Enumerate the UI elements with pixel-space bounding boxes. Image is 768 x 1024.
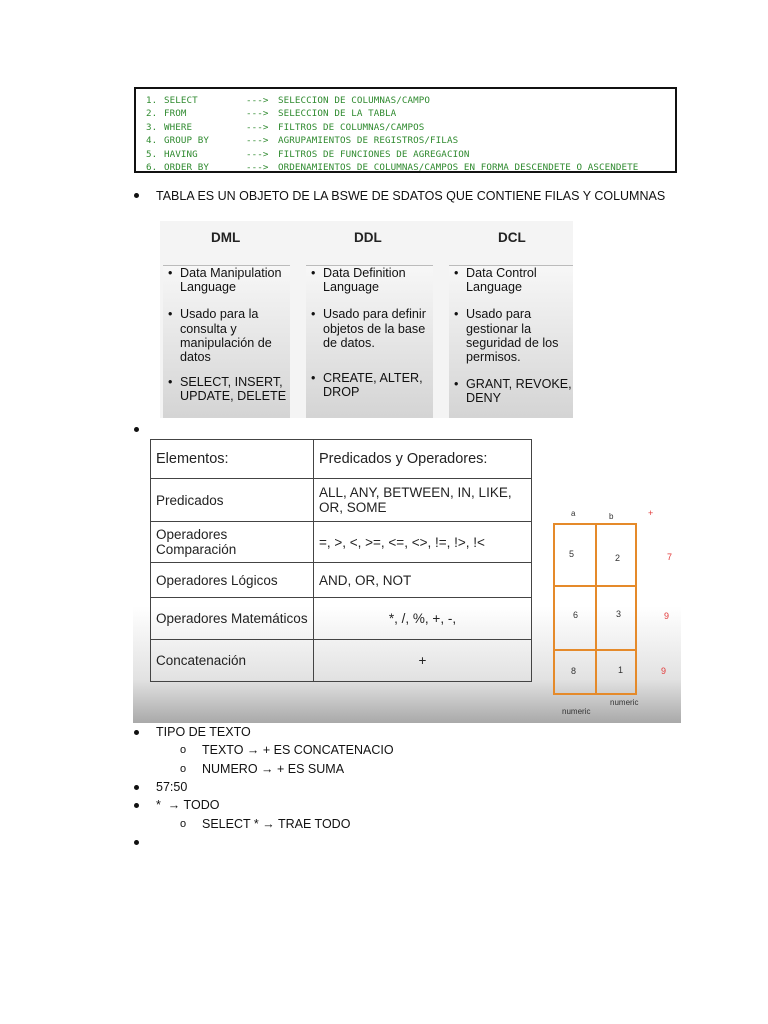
sql-keyword: HAVING [164,148,198,160]
sql-description: FILTROS DE FUNCIONES DE AGREGACION [278,148,470,160]
dcl-item: • GRANT, REVOKE, DENY [449,377,573,405]
sql-step-number: 5. [146,148,158,160]
table-row [151,640,532,682]
dml-column [163,265,290,418]
grid-divider [555,649,635,651]
sql-order-row [146,134,675,147]
sql-step-number: 2. [146,108,158,120]
sub-bullet-circle: o [180,763,187,775]
sketch-type-label: numeric [562,707,591,716]
sql-order-row [146,161,675,174]
sketch-cell-a: 8 [571,666,577,676]
dml-heading: DML [211,230,241,245]
bullet-tipo-texto: TIPO DE TEXTO [156,725,251,739]
sql-arrow: ---> [246,108,269,120]
dcl-item: • Data Control Language [449,266,573,294]
sketch-sum: 9 [664,611,670,621]
sql-description: FILTROS DE COLUMNAS/CAMPOS [278,121,425,133]
sql-order-row [146,107,675,120]
sketch-cell-a: 6 [573,610,579,620]
sql-order-row [146,148,675,161]
sql-arrow: ---> [246,121,269,133]
table-cell: *, /, %, +, -, [314,598,532,640]
sketch-grid [553,523,637,695]
dcl-column [449,265,573,418]
sub-bullet-select-star: SELECT * → TRAE TODO [202,817,351,831]
ddl-item: • Data Definition Language [306,266,433,294]
sketch-sum: 7 [667,552,673,562]
sql-step-number: 4. [146,135,158,147]
sql-description: SELECCION DE COLUMNAS/CAMPO [278,95,431,106]
table-cell: Operadores Lógicos [151,563,314,598]
sql-order-row [146,121,675,134]
sketch-col-b-label: b [609,512,614,521]
sketch-type-label: numeric [610,698,639,707]
sketch-plus-sign: + [648,508,654,518]
ddl-item: • Usado para definir objetos de la base de datos. [306,307,433,350]
sql-arrow: ---> [246,135,269,147]
sql-description: SELECCION DE LA TABLA [278,108,397,120]
sketch-cell-b: 3 [616,609,622,619]
operators-figure [133,432,681,723]
dml-item: • SELECT, INSERT, UPDATE, DELETE [163,375,290,403]
dcl-item: • Usado para gestionar la seguridad de los permisos. [449,307,573,364]
sub-bullet-circle: o [180,744,187,756]
ddl-column [306,265,433,418]
bullet-tabla-definition: TABLA ES UN OBJETO DE LA BSWE DE SDATOS QUE CONTIENE FILAS Y COLUMNAS [156,189,666,203]
table-row [151,440,532,479]
table-cell: Predicados [151,479,314,522]
sub-bullet-circle: o [180,818,187,830]
dml-item: • Data Manipulation Language [163,266,290,294]
table-row [151,563,532,598]
bullet-dot [134,840,139,845]
table-cell: Concatenación [151,640,314,682]
sql-arrow: ---> [246,95,269,106]
sql-arrow: ---> [246,162,269,174]
table-cell: Operadores Comparación [151,522,314,563]
table-cell: Elementos: [151,440,314,479]
sketch-cell-b: 1 [618,665,624,675]
sub-bullet-texto: TEXTO → + ES CONCATENACIO [202,743,394,757]
sql-arrow: ---> [246,148,269,160]
sketch-cell-a: 5 [569,549,575,559]
ddl-heading: DDL [354,230,382,245]
table-cell: =, >, <, >=, <=, <>, !=, !>, !< [314,522,532,563]
table-row [151,522,532,563]
sql-language-types-panel [160,221,573,418]
grid-divider [555,585,635,587]
sql-order-row [146,94,675,107]
sketch-col-a-label: a [571,509,576,518]
sql-step-number: 6. [146,162,158,174]
sql-keyword: ORDER BY [164,162,210,174]
sql-keyword: FROM [164,108,187,120]
sql-keyword: GROUP BY [164,135,210,147]
bullet-timestamp: 57:50 [156,780,188,794]
table-cell: ALL, ANY, BETWEEN, IN, LIKE, OR, SOME [314,479,532,522]
bullet-dot [134,730,139,735]
table-cell: Operadores Matemáticos [151,598,314,640]
grid-divider [595,525,597,693]
table-cell: + [314,640,532,682]
sql-order-box [134,87,677,173]
bullet-star-todo: * → TODO [156,798,220,812]
bullet-dot [134,803,139,808]
sql-description: ORDENAMIENTOS DE COLUMNAS/CAMPOS EN FORMA DESCENDETE O ASCENDETE [278,162,639,174]
dml-item: • Usado para la consulta y manipulación de datos [163,307,290,364]
operators-table [150,439,532,682]
sql-step-number: 3. [146,121,158,133]
ddl-item: • CREATE, ALTER, DROP [306,371,433,399]
sub-bullet-numero: NUMERO → + ES SUMA [202,762,345,776]
sketch-cell-b: 2 [615,553,621,563]
table-cell: AND, OR, NOT [314,563,532,598]
bullet-dot [134,193,139,198]
sql-description: AGRUPAMIENTOS DE REGISTROS/FILAS [278,135,459,147]
bullet-dot [134,785,139,790]
table-row [151,598,532,640]
sketch-sum: 9 [661,666,667,676]
sql-keyword: WHERE [164,121,193,133]
sql-step-number: 1. [146,95,158,106]
table-row [151,479,532,522]
sql-keyword: SELECT [164,95,198,106]
table-cell: Predicados y Operadores: [314,440,532,479]
dcl-heading: DCL [498,230,526,245]
